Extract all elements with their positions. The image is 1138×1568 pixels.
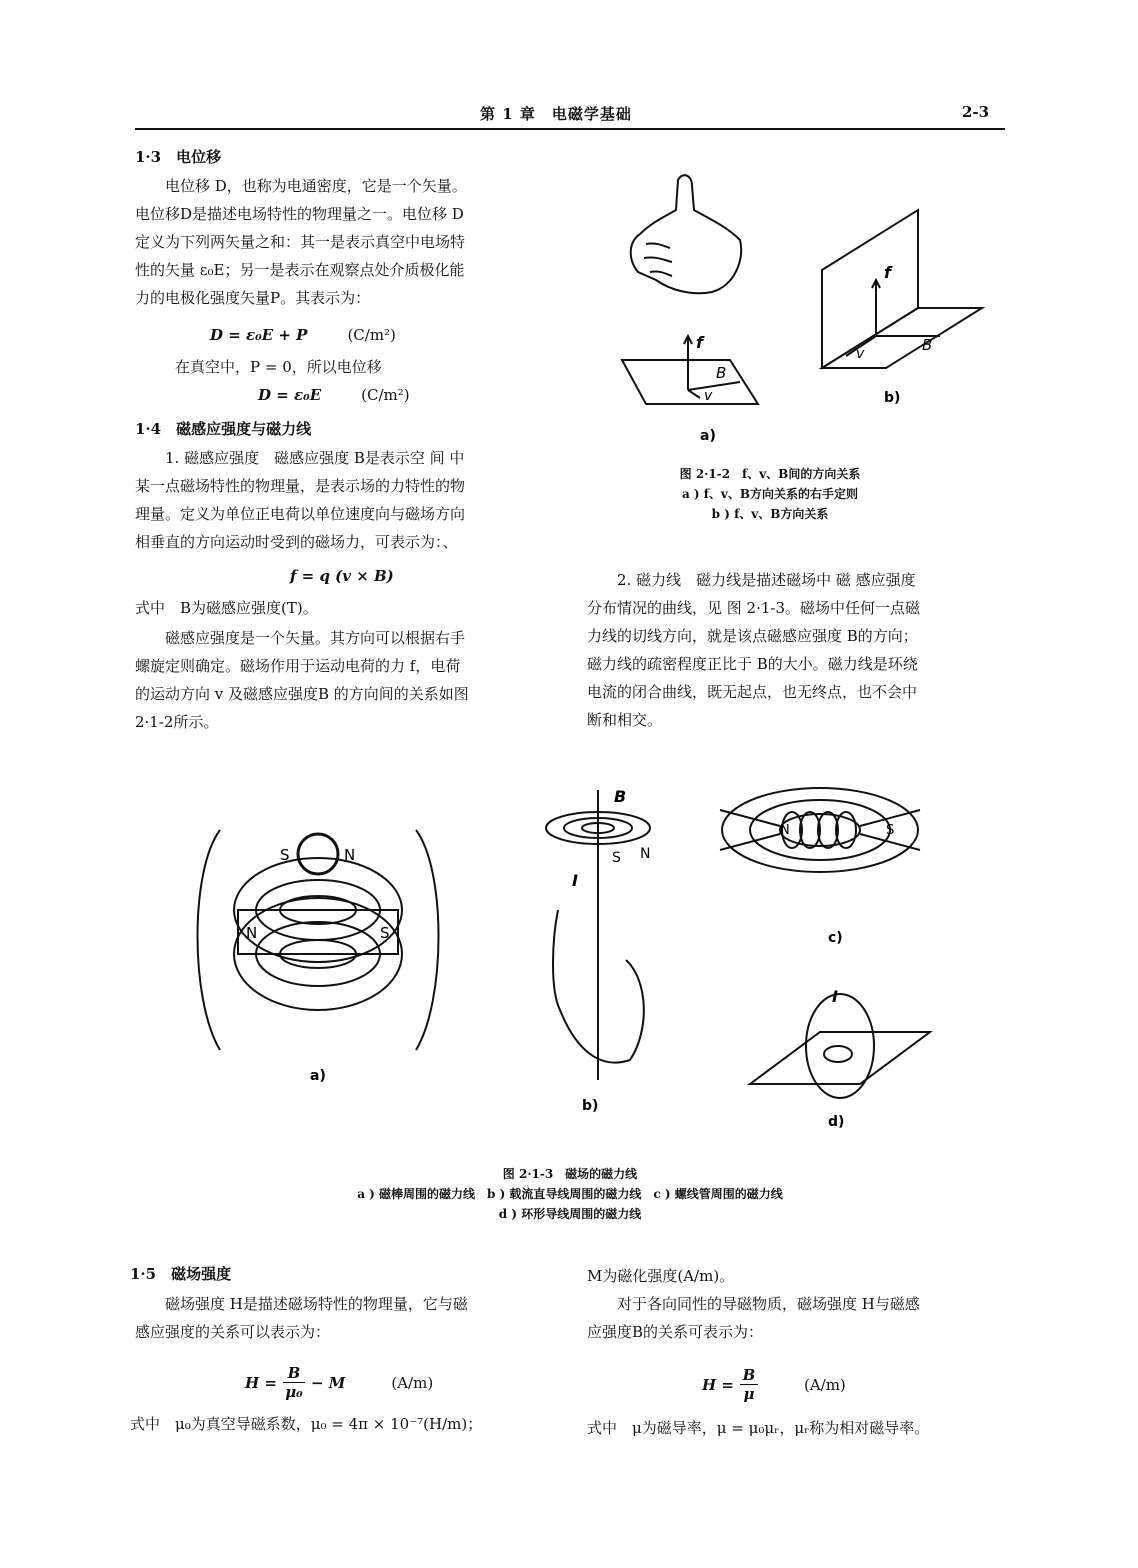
caption-line: d ) 环形导线周围的磁力线 (498, 1207, 642, 1221)
bar-magnet-field (198, 830, 439, 1050)
equation-rest: − M (310, 1373, 346, 1392)
text-line: 的运动方向 v 及磁感应强度B 的方向间的关系如图 (135, 685, 469, 703)
text-line: 力线的切线方向，就是该点磁感应强度 B的方向； (587, 627, 918, 645)
text-line: 理量。定义为单位正电荷以单位速度向与磁场方向 (135, 505, 466, 523)
text-line: 1. 磁感应强度 磁感应强度 B是表示空 间 中 (135, 449, 465, 467)
text-line: 电位移 D，也称为电通密度，它是一个矢量。 (135, 177, 467, 195)
text-line: 某一点磁场特性的物理量，是表示场的力特性的物 (135, 477, 466, 495)
magnetic-lines-text (587, 566, 1017, 734)
text-line: 性的矢量 ε₀E；另一是表示在观察点处介质极化能 (135, 261, 465, 279)
text-line: M为磁化强度(A/m)。 (587, 1267, 735, 1285)
section-1-3-text (135, 172, 565, 312)
label-s-wire: S (612, 850, 621, 866)
section-1-5-heading: 1·5 磁场强度 (130, 1265, 232, 1283)
label-a-213: a) (310, 1068, 326, 1084)
magnet-n: N (246, 924, 258, 942)
diagram-a (622, 336, 758, 404)
text-line: 磁场强度 H是描述磁场特性的物理量，它与磁 (135, 1295, 468, 1313)
text-line: 断和相交。 (587, 711, 663, 729)
caption-line: 图 2·1-3 磁场的磁力线 (502, 1167, 638, 1181)
equation-d-2 (258, 386, 410, 404)
text-line: 相垂直的方向运动时受到的磁场力，可表示为：、 (135, 533, 458, 551)
text-line: 对于各向同性的导磁物质，磁场强度 H与磁感 (587, 1295, 920, 1313)
straight-wire-field (546, 790, 650, 1080)
text-line: 电位移D是描述电场特性的物理量之一。电位移 D (135, 205, 464, 223)
section-1-5-right-text (587, 1262, 1017, 1346)
label-b-field: B (614, 787, 627, 806)
solenoid-s: S (886, 823, 895, 838)
label-b-213: b) (582, 1098, 599, 1114)
compass-s: S (280, 846, 290, 864)
equation-text: D = ε₀E (258, 386, 322, 404)
equation-unit: (C/m²) (347, 326, 396, 344)
vacuum-line: 在真空中，P = 0，所以电位移 (175, 358, 382, 376)
text-line: 电流的闭合曲线，既无起点，也无终点，也不会中 (587, 683, 918, 701)
figure-2-1-2 (600, 160, 1000, 460)
magnet-s: S (380, 924, 390, 942)
equation-unit: (C/m²) (361, 386, 410, 404)
fraction (740, 1366, 758, 1403)
denominator: μ (743, 1385, 755, 1403)
equation-h-2 (702, 1366, 846, 1403)
running-header-title: 第 1 章 电磁学基础 (480, 105, 632, 123)
denominator: μ₀ (285, 1383, 303, 1401)
label-f-a: f (696, 333, 703, 352)
loop-field (750, 994, 930, 1098)
caption-line: a ) f、v、B方向关系的右手定则 (681, 487, 859, 501)
equation-d-1 (210, 326, 396, 344)
text-line: 定义为下列两矢量之和：其一是表示真空中电场特 (135, 233, 466, 251)
solenoid-n: N (780, 823, 790, 838)
equation-unit: (A/m) (391, 1373, 434, 1392)
where-mu: 式中 μ为磁导率，μ = μ₀μᵣ，μᵣ称为相对磁导率。 (587, 1419, 930, 1437)
label-v-b: v (856, 346, 865, 362)
equation-text: D = ε₀E + P (210, 326, 308, 344)
equation-lhs: H = (245, 1373, 277, 1392)
caption-line: a ) 磁棒周围的磁力线 b ) 载流直导线周围的磁力线 c ) 螺线管周围的磁力线 (357, 1187, 783, 1201)
where-b: 式中 B为磁感应强度(T)。 (135, 599, 318, 617)
text-line: 2·1-2所示。 (135, 713, 219, 731)
text-line: 分布情况的曲线，见 图 2·1-3。磁场中任何一点磁 (587, 599, 921, 617)
text-line: 应强度B的关系可表示为： (587, 1323, 764, 1341)
section-1-3-heading: 1·3 电位移 (135, 148, 222, 166)
figure-2-1-2-caption (600, 464, 940, 524)
fraction (283, 1364, 305, 1401)
section-1-4-text-2 (135, 624, 565, 736)
caption-line: b ) f、v、B方向关系 (711, 507, 829, 521)
label-b-212: b) (884, 390, 901, 406)
equation-lhs: H = (702, 1375, 734, 1394)
label-c-213: c) (828, 930, 843, 946)
figure-2-1-3-caption (135, 1164, 1005, 1224)
label-b-b: B (922, 336, 933, 354)
text-line: 感应强度的关系可以表示为： (135, 1323, 331, 1341)
caption-line: 图 2·1-2 f、v、B间的方向关系 (679, 467, 861, 481)
numerator: B (742, 1366, 756, 1384)
compass-n: N (344, 846, 356, 864)
label-d-213: d) (828, 1114, 845, 1130)
text-line: 螺旋定则确定。磁场作用于运动电荷的力 f，电荷 (135, 657, 461, 675)
label-i-wire: I (572, 871, 578, 890)
equation-lorentz: f = q (v × B) (290, 567, 394, 585)
right-hand-drawing (631, 175, 741, 293)
label-n-wire: N (640, 846, 651, 862)
section-1-4-heading: 1·4 磁感应强度与磁力线 (135, 420, 312, 438)
section-1-4-text (135, 444, 565, 556)
text-line: 2. 磁力线 磁力线是描述磁场中 磁 感应强度 (587, 571, 916, 589)
page-number: 2-3 (962, 103, 990, 121)
label-i-loop: I (832, 987, 838, 1006)
section-1-5-text (135, 1290, 565, 1346)
numerator: B (287, 1364, 301, 1382)
header-rule (135, 128, 1005, 130)
diagram-b (822, 210, 982, 368)
label-b-a: B (716, 364, 727, 382)
equation-h-1 (245, 1364, 433, 1401)
label-v-a: v (704, 388, 713, 404)
figure-2-1-3 (180, 770, 1000, 1130)
label-a-212: a) (700, 428, 716, 444)
where-mu0: 式中 μ₀为真空导磁系数，μ₀ = 4π × 10⁻⁷(H/m)； (130, 1415, 483, 1433)
text-line: 磁感应强度是一个矢量。其方向可以根据右手 (135, 629, 466, 647)
text-line: 力的电极化强度矢量P。其表示为： (135, 289, 371, 307)
text-line: 磁力线的疏密程度正比于 B的大小。磁力线是环绕 (587, 655, 918, 673)
equation-unit: (A/m) (803, 1375, 846, 1394)
label-f-b: f (884, 263, 891, 282)
